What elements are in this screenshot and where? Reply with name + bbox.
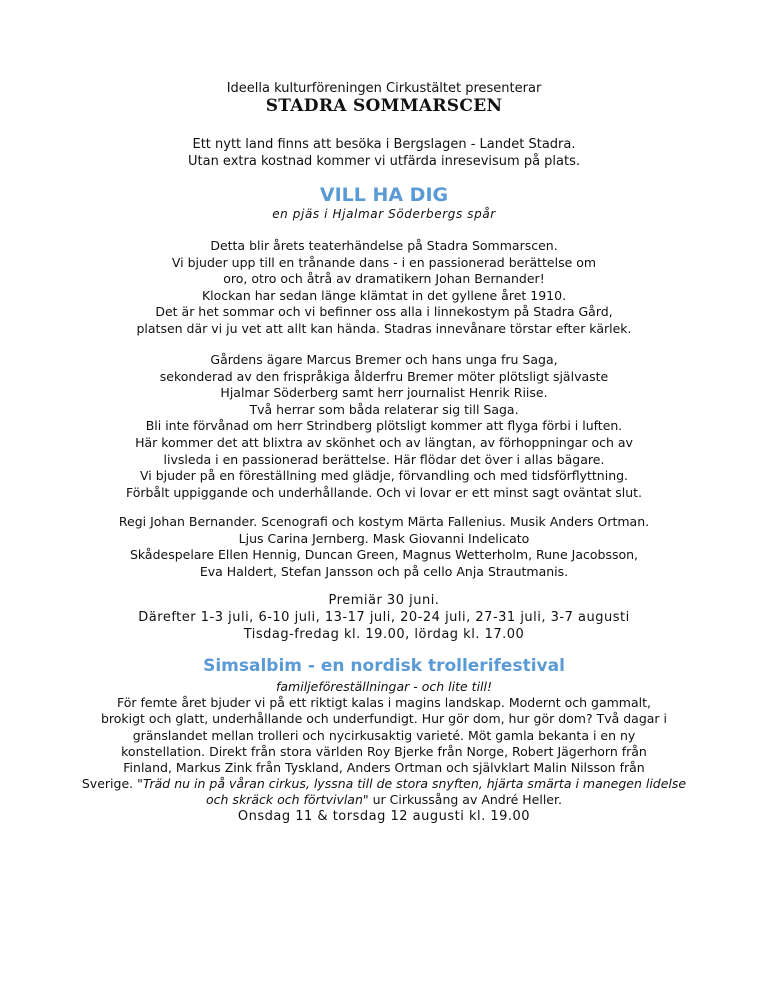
text-line: oro, otro och åtrå av dramatikern Johan Bernander!: [223, 271, 545, 287]
text-line: sekonderad av den frispråkiga ålderfru Bremer möter plötsligt självaste: [159, 368, 609, 384]
text-line: Förbålt uppiggande och underhållande. Och vi lovar er ett minst sagt oväntat slut.: [125, 484, 643, 500]
play-credits: [80, 514, 688, 580]
play-subheading: en pjäs i Hjalmar Söderbergs spår: [272, 207, 496, 221]
text-line: platsen där vi ju vet att allt kan hända. Stadras innevånare törstar efter kärlek.: [136, 320, 632, 336]
lead-line: Ett nytt land finns att besöka i Bergslagen - Landet Stadra.: [192, 137, 576, 152]
quote-line-2: [80, 792, 688, 808]
play-schedule: [80, 592, 688, 643]
text-line: Bli inte förvånad om herr Strindberg plötsligt kommer att flyga förbi i luften.: [145, 418, 623, 434]
event-title: STADRA SOMMARSCEN: [265, 96, 503, 116]
text-line: konstellation. Direkt från stora världen Roy Bjerke från Norge, Robert Jägerhorn från: [121, 743, 647, 759]
text-line: Två herrar som båda relaterar sig till Saga.: [249, 401, 519, 417]
credit-line: Ljus Carina Jernberg. Mask Giovanni Indelicato: [238, 530, 530, 546]
lead-line: Utan extra kostnad kommer vi utfärda inresevisum på plats.: [187, 154, 580, 169]
text-line: Vi bjuder upp till en trånande dans - i en passionerad berättelse om: [171, 254, 597, 270]
quote-suffix: " ur Cirkussång av André Heller.: [362, 792, 562, 808]
presenter-line: [80, 80, 688, 97]
text-line: gränslandet mellan trolleri och nycirkusaktig varieté. Möt gamla bekanta i en ny: [132, 727, 636, 743]
text-line: Detta blir årets teaterhändelse på Stadra Sommarscen.: [210, 238, 558, 253]
quote-text-2: och skräck och förtvivlan: [206, 792, 363, 808]
festival-heading: Simsalbim - en nordisk trollerifestival: [203, 656, 565, 676]
play-heading: VILL HA DIG: [319, 184, 449, 206]
credit-line: Skådespelare Ellen Hennig, Duncan Green, Magnus Wetterholm, Rune Jacobsson,: [129, 547, 639, 563]
festival-body: [80, 679, 688, 825]
play-paragraph-2: [80, 352, 688, 501]
text-line: livsleda i en passionerad berättelse. Här flödar det över i allas bägare.: [163, 451, 605, 467]
quote-line-1: [80, 776, 688, 792]
credit-line: Regi Johan Bernander. Scenografi och kostym Märta Fallenius. Musik Anders Ortman.: [118, 514, 650, 529]
quote-prefix: Sverige. ": [81, 776, 143, 792]
festival-subheading: familjeföreställningar - och lite till!: [275, 679, 492, 694]
text-line: brokigt och glatt, underhållande och underfundigt. Hur gör dom, hur gör dom? Två dagar i: [100, 711, 668, 727]
intro-lead: [80, 136, 688, 170]
credit-line: Eva Haldert, Stefan Jansson och på cello Anja Strautmanis.: [199, 563, 569, 579]
text-line: För femte året bjuder vi på ett riktigt kalas i magins landskap. Modernt och gammalt,: [116, 695, 651, 711]
quote-text-1: Träd nu in på våran cirkus, lyssna till de stora snyften, hjärta smärta i manegen lidelse: [142, 776, 687, 792]
festival-date: Onsdag 11 & torsdag 12 augusti kl. 19.00: [237, 808, 531, 824]
text-line: Finland, Markus Zink från Tyskland, Anders Ortman och självklart Malin Nilsson från: [123, 760, 645, 776]
dates-line: Därefter 1-3 juli, 6-10 juli, 13-17 juli, 20-24 juli, 27-31 juli, 3-7 augusti: [138, 610, 630, 625]
text-line: Gårdens ägare Marcus Bremer och hans unga fru Saga,: [210, 352, 558, 367]
text-line: Det är het sommar och vi befinner oss alla i linnekostym på Stadra Gård,: [155, 304, 613, 320]
times-line: Tisdag-fredag kl. 19.00, lördag kl. 17.00: [243, 627, 525, 642]
text-line: Vi bjuder på en föreställning med glädje, förvandling och med tidsförflyttning.: [139, 468, 629, 484]
text-line: Hjalmar Söderberg samt herr journalist Henrik Riise.: [220, 385, 548, 401]
premiere-line: Premiär 30 juni.: [328, 593, 440, 608]
presenter-text: Ideella kulturföreningen Cirkustältet presenterar: [226, 81, 542, 96]
text-line: Här kommer det att blixtra av skönhet och av längtan, av förhoppningar och av: [135, 434, 633, 450]
text-line: Klockan har sedan länge klämtat in det gyllene året 1910.: [201, 287, 567, 303]
play-paragraph-1: [80, 238, 688, 338]
